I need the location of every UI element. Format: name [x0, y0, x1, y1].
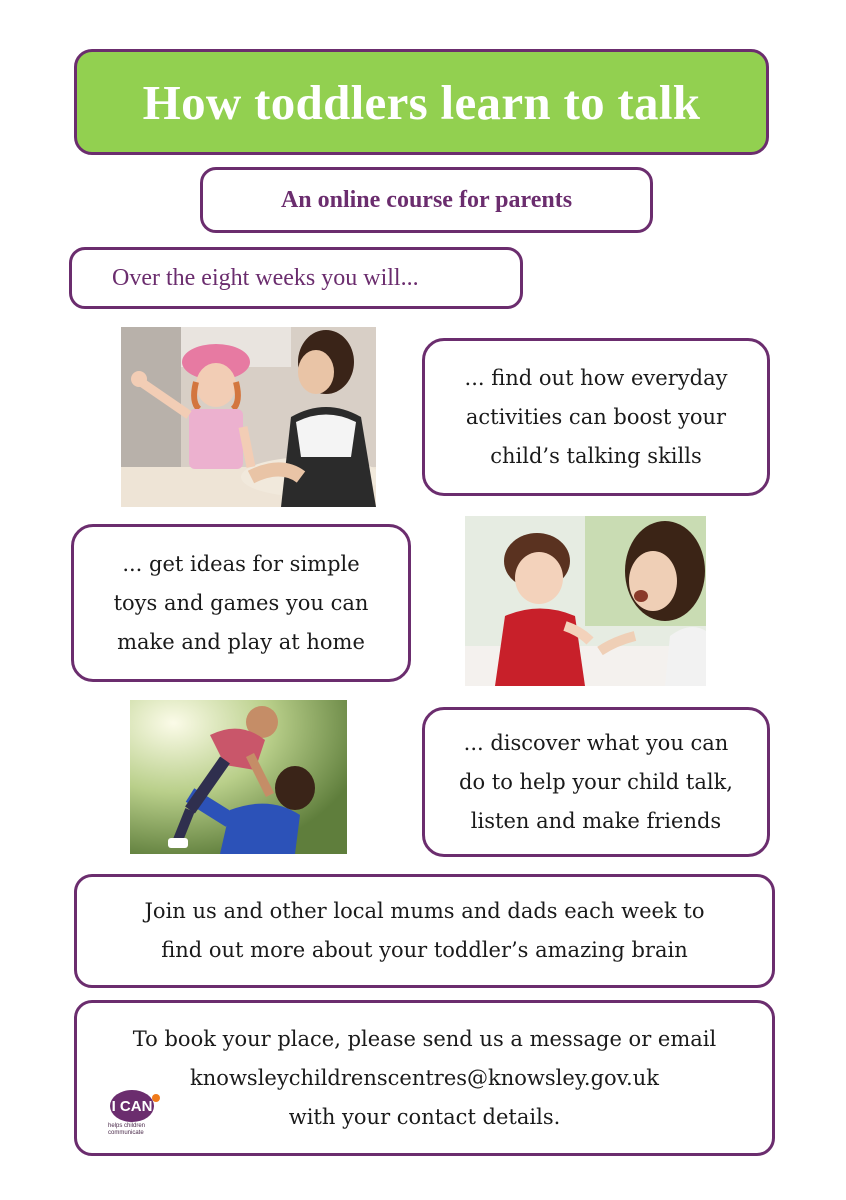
logo-tagline: helps children communicate	[108, 1123, 146, 1136]
logo-mark: I CAN	[110, 1090, 154, 1122]
booking-line-1: To book your place, please send us a message or email	[132, 1026, 717, 1051]
join-line-2: find out more about your toddler’s amazing brain	[161, 938, 688, 962]
bullet-box-3	[422, 707, 770, 857]
intro-box	[69, 247, 523, 309]
join-box	[74, 874, 775, 988]
photo-girl-and-mother	[465, 516, 706, 686]
bullet-2-line-3: make and play at home	[117, 629, 365, 654]
bullet-1-line-3: child’s talking skills	[490, 443, 702, 468]
join-line-1: Join us and other local mums and dads each week to	[144, 899, 705, 923]
bullet-3-line-3: listen and make friends	[470, 808, 722, 833]
subtitle-box	[200, 167, 653, 233]
bullet-box-2	[71, 524, 411, 682]
subtitle: An online course for parents	[280, 186, 573, 213]
booking-email[interactable]: knowsleychildrenscentres@knowsley.gov.uk	[190, 1065, 659, 1090]
booking-box	[74, 1000, 775, 1156]
bullet-1-line-2: activities can boost your	[465, 404, 727, 429]
intro-text: Over the eight weeks you will...	[112, 264, 419, 291]
bullet-3-line-1: ... discover what you can	[463, 730, 729, 755]
photo-kitchen-toddler	[121, 327, 376, 507]
photo-father-lifting-child	[130, 700, 347, 854]
bullet-3-line-2: do to help your child talk,	[459, 769, 733, 794]
bullet-1-line-1: ... find out how everyday	[464, 365, 728, 390]
title-banner	[74, 49, 769, 155]
bullet-2-line-1: ... get ideas for simple	[122, 551, 360, 576]
ican-logo	[108, 1090, 168, 1142]
page-title: How toddlers learn to talk	[142, 74, 701, 130]
booking-line-3: with your contact details.	[288, 1104, 561, 1129]
bullet-box-1	[422, 338, 770, 496]
bullet-2-line-2: toys and games you can	[113, 590, 369, 615]
